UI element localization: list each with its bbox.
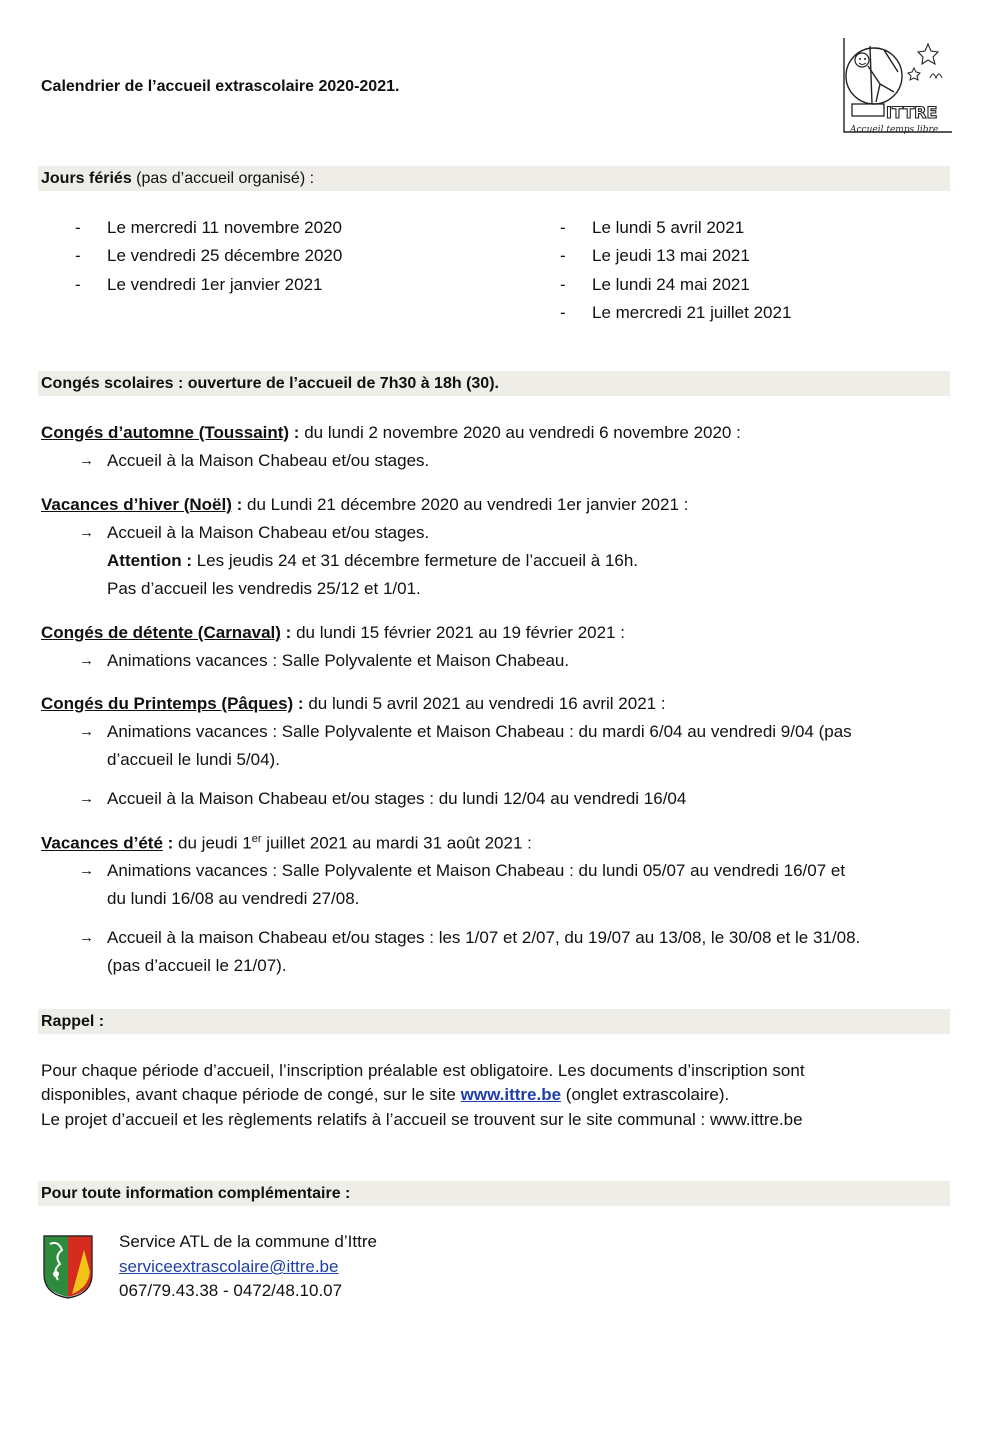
winter-item: Accueil à la Maison Chabeau et/ou stages. — [107, 523, 430, 542]
rappel-heading — [38, 1009, 950, 1034]
summer-dates-sup: er — [251, 833, 262, 845]
winter-attention — [107, 551, 638, 571]
list-dash: - — [560, 303, 566, 322]
list-item: Le mercredi 11 novembre 2020 — [107, 218, 342, 237]
ittre-website-link[interactable]: www.ittre.be — [460, 1085, 562, 1104]
summer-item-2-line-1: Accueil à la maison Chabeau et/ou stages : les 1/07 et 2/07, du 19/07 au 13/08, le 30/08 et le 31/08. — [107, 928, 861, 947]
ittre-logo — [840, 32, 958, 140]
heading-colon: : — [231, 495, 243, 514]
heading-colon: : — [162, 833, 174, 853]
autumn-item: Accueil à la Maison Chabeau et/ou stages. — [107, 451, 430, 470]
holidays-heading-bold: Jours fériés — [41, 170, 132, 187]
arrow-icon: → — [79, 790, 94, 807]
carnival-label: Congés de détente (Carnaval) — [41, 623, 281, 642]
rappel-line-2-end: (onglet extrascolaire). — [561, 1085, 730, 1104]
attention-label: Attention : — [107, 551, 192, 570]
spring-item-1-line-1: Animations vacances : Salle Polyvalente et Maison Chabeau : du mardi 6/04 au vendredi 9/04 (pas — [107, 722, 852, 741]
summer-item-1-line-2: du lundi 16/08 au vendredi 27/08. — [107, 889, 360, 908]
spring-item-1-line-2: d’accueil le lundi 5/04). — [107, 750, 280, 769]
contact-phone: 067/79.43.38 - 0472/48.10.07 — [119, 1281, 343, 1300]
list-item: Le vendredi 1er janvier 2021 — [107, 275, 323, 294]
summer-item-1-line-1: Animations vacances : Salle Polyvalente et Maison Chabeau : du lundi 05/07 au vendredi 16/07 et — [107, 861, 846, 880]
list-dash: - — [75, 246, 81, 265]
spring-label: Congés du Printemps (Pâques) — [41, 694, 294, 713]
contact-heading-text: Pour toute information complémentaire : — [41, 1185, 351, 1202]
logo-text: ITTRE — [886, 103, 938, 122]
summer-dates-start: du jeudi 1 — [173, 833, 252, 853]
list-item: Le lundi 5 avril 2021 — [592, 218, 745, 237]
rappel-line-2 — [41, 1085, 729, 1105]
autumn-label: Congés d’automne (Toussaint) — [41, 423, 290, 442]
summer-label: Vacances d’été — [41, 833, 163, 853]
list-dash: - — [75, 275, 81, 294]
heading-colon: : — [293, 694, 304, 713]
rappel-line-3: Le projet d’accueil et les règlements relatifs à l’accueil se trouvent sur le site communal : www.ittre.be — [41, 1110, 803, 1129]
list-item: Le vendredi 25 décembre 2020 — [107, 246, 343, 265]
spring-item-2: Accueil à la Maison Chabeau et/ou stages : du lundi 12/04 au vendredi 16/04 — [107, 789, 687, 808]
rappel-heading-text: Rappel : — [41, 1013, 105, 1030]
summer-heading — [41, 833, 532, 854]
carnival-dates: du lundi 15 février 2021 au 19 février 2021 : — [291, 623, 625, 642]
autumn-dates: du lundi 2 novembre 2020 au vendredi 6 novembre 2020 : — [299, 423, 741, 442]
list-dash: - — [75, 218, 81, 237]
list-item: Le jeudi 13 mai 2021 — [592, 246, 750, 265]
winter-label: Vacances d’hiver (Noël) — [41, 495, 232, 514]
carnival-heading — [41, 623, 625, 643]
arrow-icon: → — [79, 723, 94, 740]
autumn-heading — [41, 423, 741, 443]
contact-service: Service ATL de la commune d’Ittre — [119, 1232, 377, 1251]
summer-item-2-line-2: (pas d’accueil le 21/07). — [107, 956, 287, 975]
logo-drawing-icon — [840, 32, 958, 140]
heading-colon: : — [289, 423, 300, 442]
arrow-icon: → — [79, 862, 94, 879]
summer-dates-end: juillet 2021 au mardi 31 août 2021 : — [261, 833, 532, 853]
document-title: Calendrier de l’accueil extrascolaire 2020-2021. — [41, 78, 400, 95]
carnival-item: Animations vacances : Salle Polyvalente et Maison Chabeau. — [107, 651, 570, 670]
arrow-icon: → — [79, 652, 94, 669]
list-item: Le lundi 24 mai 2021 — [592, 275, 750, 294]
list-dash: - — [560, 246, 566, 265]
spring-dates: du lundi 5 avril 2021 au vendredi 16 avril 2021 : — [303, 694, 666, 713]
list-item: Le mercredi 21 juillet 2021 — [592, 303, 792, 322]
logo-tagline: Accueil temps libre — [850, 125, 939, 135]
conges-heading — [38, 371, 950, 396]
arrow-icon: → — [79, 452, 94, 469]
contact-heading — [38, 1181, 950, 1206]
winter-note: Pas d’accueil les vendredis 25/12 et 1/01. — [107, 579, 421, 598]
holidays-heading-rest: (pas d’accueil organisé) : — [131, 170, 315, 187]
rappel-line-1: Pour chaque période d’accueil, l’inscription préalable est obligatoire. Les documents d’inscription sont — [41, 1061, 805, 1080]
rappel-line-2-start: disponibles, avant chaque période de congé, sur le site — [41, 1085, 461, 1104]
list-dash: - — [560, 218, 566, 237]
attention-text: Les jeudis 24 et 31 décembre fermeture de l’accueil à 16h. — [191, 551, 639, 570]
contact-email-link[interactable]: serviceextrascolaire@ittre.be — [119, 1257, 339, 1276]
arrow-icon: → — [79, 929, 94, 946]
conges-heading-text: Congés scolaires : ouverture de l’accueil de 7h30 à 18h (30). — [41, 375, 499, 392]
winter-dates: du Lundi 21 décembre 2020 au vendredi 1er janvier 2021 : — [242, 495, 689, 514]
ittre-crest-icon — [42, 1234, 94, 1300]
heading-colon: : — [280, 623, 292, 642]
list-dash: - — [560, 275, 566, 294]
holidays-heading — [38, 166, 950, 191]
winter-heading — [41, 495, 688, 515]
spring-heading — [41, 694, 666, 714]
arrow-icon: → — [79, 524, 94, 541]
